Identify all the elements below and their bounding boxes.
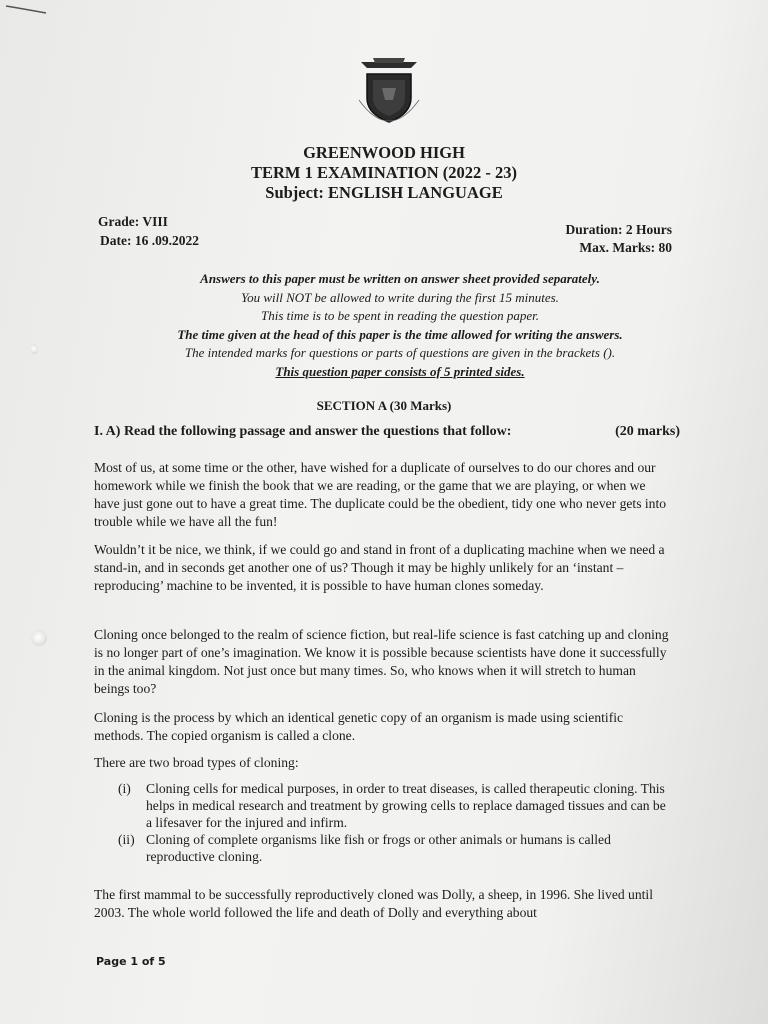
passage-paragraph: The first mammal to be successfully reproductively cloned was Dolly, a sheep, in 1996. She lived until 2003. The whole world followed the life and death of Dolly and everything about [94,887,653,920]
passage-paragraph: Cloning once belonged to the realm of science fiction, but real-life science is fast catching up and cloning is no longer part of one’s imagination. We know it is possible because scientists have done it successfully in the animal kingdom. Not just once but many times. So, who knows when it will stretch to human beings too? [94,627,669,696]
instruction-line: The time given at the head of this paper is the time allowed for writing the answers. [177,326,623,342]
list-item [118,780,674,831]
duration-label: Duration: 2 Hours [565,222,672,237]
crest-emblem-icon [353,56,425,142]
max-marks-label: Max. Marks: 80 [579,240,672,255]
list-item-text: Cloning of complete organisms like fish or frogs or other animals or humans is called reproductive cloning. [146,832,611,864]
school-crest [353,56,425,142]
instruction-line-page-count: This question paper consists of 5 printed sides. [275,363,525,379]
passage-paragraph: Most of us, at some time or the other, have wished for a duplicate of ourselves to do our chores and our homework while we finish the book that we are reading, or the game that we are playing, or when we have just gone out to have a great time. The duplicate could be the obedient, tidy one who never gets into trouble while we have all the fun! [94,460,667,529]
list-item-text: Cloning cells for medical purposes, in order to treat diseases, is called therapeutic cloning. This helps in medical research and treatment by growing cells to replace damaged tissues and can be a lifesaver for the injured and infirm. [146,781,666,830]
passage-paragraph: Cloning is the process by which an identical genetic copy of an organism is made using scientific methods. The copied organism is called a clone. [94,710,624,743]
exam-title: TERM 1 EXAMINATION (2022 - 23) [251,163,517,182]
punch-hole-middle [31,630,47,646]
instruction-line: Answers to this paper must be written on answer sheet provided separately. [200,271,600,286]
passage-paragraph: Wouldn’t it be nice, we think, if we could go and stand in front of a duplicating machine when we need a stand-in, and in seconds get another one of us? Though it may be highly unlikely for an ‘instant – reproducing’ machine to be invented, it is possible to have human clones someday. [94,542,665,593]
grade-label: Grade: VIII [98,214,168,229]
list-item-number: (ii) [118,832,135,847]
instruction-line: The intended marks for questions or parts of questions are given in the brackets (). [184,345,616,360]
punch-hole-top [30,344,38,354]
question-marks: (20 marks) [615,424,680,439]
school-name: GREENWOOD HIGH [303,143,465,162]
question-text: I. A) Read the following passage and answer the questions that follow: [94,424,512,439]
passage-paragraph: There are two broad types of cloning: [94,755,299,770]
section-title: SECTION A (30 Marks) [316,398,452,413]
instructions-block [100,270,700,381]
question-heading [94,424,680,440]
instruction-line: You will NOT be allowed to write during the first 15 minutes. [241,289,559,305]
cloning-types-list [118,780,674,865]
pen-mark [4,4,48,14]
list-item-number: (i) [118,781,131,796]
page-number: Page 1 of 5 [96,955,166,968]
list-item [118,831,674,865]
date-label: Date: 16 .09.2022 [100,233,199,248]
instruction-line: This time is to be spent in reading the question paper. [261,308,539,323]
subject-title: Subject: ENGLISH LANGUAGE [265,183,503,202]
